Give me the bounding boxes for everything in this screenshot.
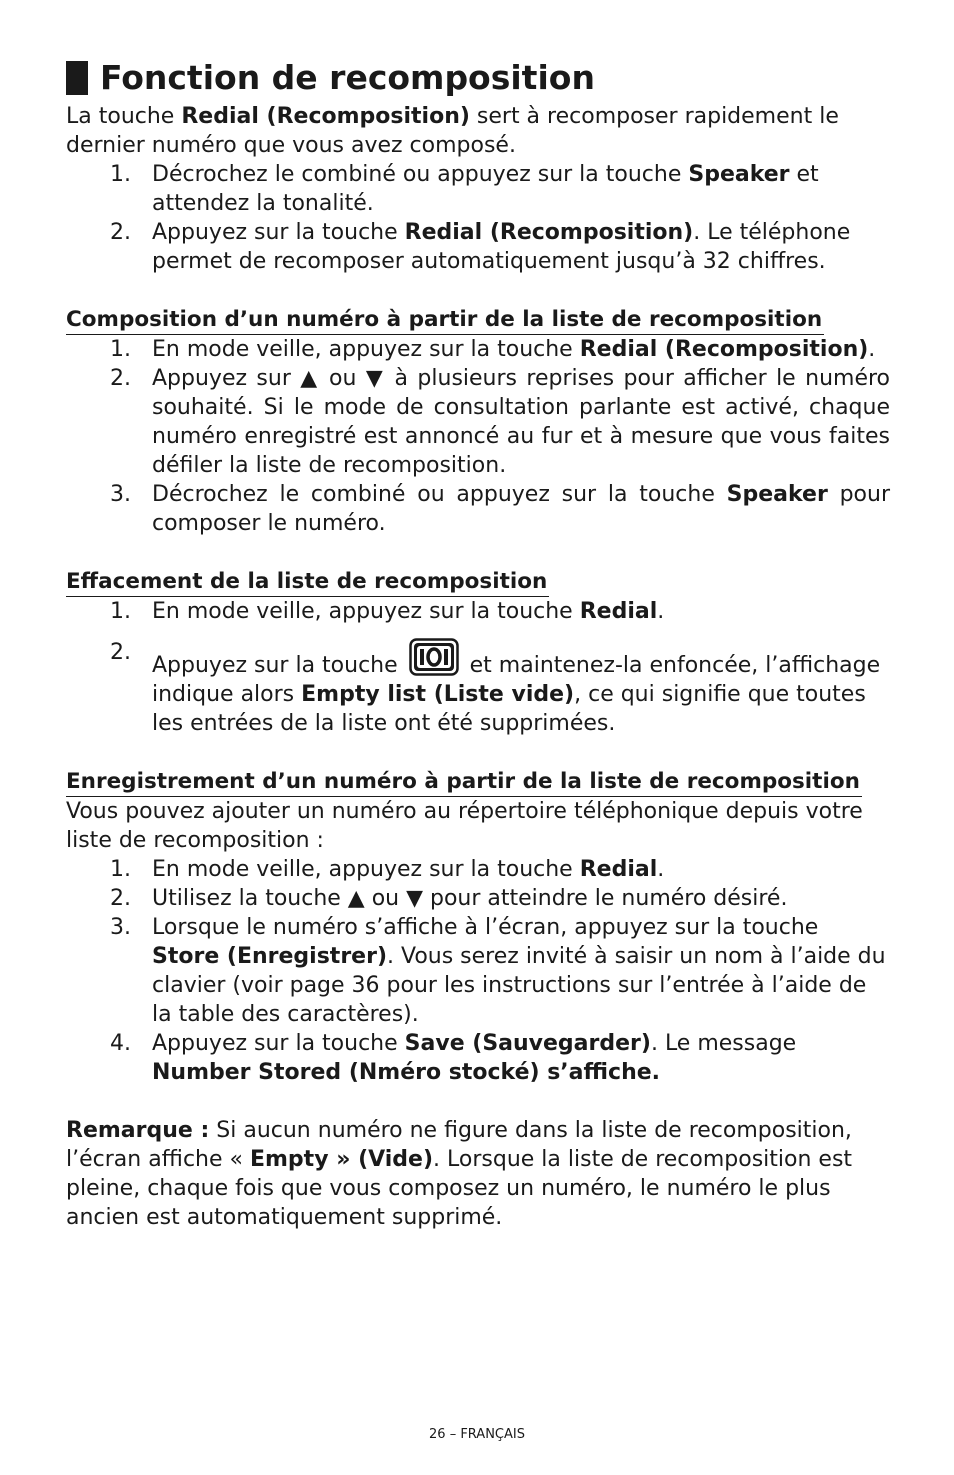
step-bold-part: Speaker bbox=[726, 482, 828, 507]
title-bar-marker bbox=[66, 61, 88, 95]
step-number: 2. bbox=[110, 220, 131, 245]
step-text-part: Décrochez le combiné ou appuyez sur la touche bbox=[152, 162, 689, 187]
intro-text-1: La touche bbox=[66, 104, 182, 129]
step-number: 2. bbox=[110, 886, 131, 911]
list-item bbox=[66, 364, 890, 480]
step-text-part: Décrochez le combiné ou appuyez sur la touche bbox=[152, 482, 727, 507]
step-text bbox=[152, 218, 890, 276]
step-number: 1. bbox=[110, 599, 131, 624]
list-item bbox=[66, 597, 890, 626]
note-label: Remarque : bbox=[66, 1118, 210, 1143]
step-text-part: . Vous serez invité à saisir un nom à l’aide du clavier (voir page 36 pour les instructions sur l’entrée à l’aide de la table des caractères). bbox=[152, 944, 886, 1027]
spacer bbox=[66, 738, 890, 767]
step-text-part: Lorsque le numéro s’affiche à l’écran, appuyez sur la touche bbox=[152, 915, 819, 940]
list-item bbox=[66, 480, 890, 538]
step-text-part: et maintenez-la enfoncée, l’affichage indique alors bbox=[152, 653, 881, 707]
page-footer: 26 – FRANÇAIS bbox=[429, 1427, 525, 1442]
list-item bbox=[66, 1029, 890, 1087]
step-number: 4. bbox=[110, 1031, 131, 1056]
step-number: 3. bbox=[110, 482, 131, 507]
note-text-2: . Lorsque la liste de recomposition est pleine, chaque fois que vous composez un numéro, le numéro le plus ancien est automatiquement supprimé. bbox=[66, 1147, 853, 1230]
list-item bbox=[66, 638, 890, 738]
step-text-part: Appuyez sur la touche bbox=[152, 1031, 405, 1056]
spacer bbox=[66, 538, 890, 567]
step-number: 1. bbox=[110, 162, 131, 187]
delete-key-icon bbox=[409, 638, 459, 676]
step-number: 1. bbox=[110, 337, 131, 362]
page-title-text: Fonction de recomposition bbox=[100, 58, 595, 97]
step-text bbox=[152, 855, 890, 884]
steps-list-2 bbox=[66, 335, 890, 538]
step-text bbox=[152, 597, 890, 626]
step-bold-part: Redial bbox=[579, 857, 658, 882]
step-text bbox=[152, 913, 890, 1029]
note-text-1: Si aucun numéro ne figure dans la liste de recomposition, l’écran affiche « bbox=[66, 1118, 852, 1172]
step-text: Utilisez la touche ▲ ou ▼ pour atteindre le numéro désiré. bbox=[152, 886, 788, 911]
intro-bold-1: Redial (Recomposition) bbox=[181, 104, 470, 129]
steps-list-4 bbox=[66, 855, 890, 1087]
step-text bbox=[152, 160, 890, 218]
steps-list-3 bbox=[66, 597, 890, 738]
step-text-part: . Le message bbox=[650, 1031, 797, 1056]
steps-list-1 bbox=[66, 160, 890, 276]
step-text: Appuyez sur ▲ ou ▼ à plusieurs reprises pour afficher le numéro souhaité. Si le mode de consultation parlante est activé, chaque numéro enregistré est annoncé au fur et à mesure que vous faites défiler la liste de recomposition. bbox=[152, 366, 890, 478]
note-bold-1: Empty » (Vide) bbox=[249, 1147, 434, 1172]
section-intro: Vous pouvez ajouter un numéro au répertoire téléphonique depuis votre liste de recomposition : bbox=[66, 799, 863, 853]
step-number: 2. bbox=[110, 366, 131, 391]
step-number: 1. bbox=[110, 857, 131, 882]
page-title bbox=[66, 58, 890, 98]
step-number: 3. bbox=[110, 915, 131, 940]
section-heading-store-from-redial: Enregistrement d’un numéro à partir de la liste de recomposition bbox=[66, 767, 862, 797]
step-text-part: et attendez la tonalité. bbox=[152, 162, 819, 216]
list-item bbox=[66, 335, 890, 364]
page-content bbox=[66, 58, 890, 1232]
step-text bbox=[152, 335, 890, 364]
section-heading-clear-redial: Effacement de la liste de recomposition bbox=[66, 567, 549, 597]
list-item bbox=[66, 884, 890, 913]
step-text-part: En mode veille, appuyez sur la touche bbox=[152, 599, 580, 624]
list-item bbox=[66, 855, 890, 884]
step-bold-part: Store (Enregistrer) bbox=[152, 944, 387, 969]
note-paragraph bbox=[66, 1116, 890, 1232]
section-heading-dial-from-redial: Composition d’un numéro à partir de la liste de recomposition bbox=[66, 305, 824, 335]
step-number: 2. bbox=[110, 640, 131, 665]
list-item bbox=[66, 218, 890, 276]
step-bold-part: Redial bbox=[579, 599, 658, 624]
intro-text-2: sert à recomposer rapidement le dernier numéro que vous avez composé. bbox=[66, 104, 839, 158]
step-bold-part: Number Stored (Nméro stocké) s’affiche. bbox=[152, 1060, 661, 1085]
step-text-part: . bbox=[657, 599, 665, 624]
step-text bbox=[152, 638, 890, 738]
step-bold-part: Speaker bbox=[688, 162, 790, 187]
step-text-part: , ce qui signifie que toutes les entrées de la liste ont été supprimées. bbox=[152, 682, 866, 736]
step-bold-part: Empty list (Liste vide) bbox=[301, 682, 575, 707]
step-text-part: . Le téléphone permet de recomposer automatiquement jusqu’à 32 chiffres. bbox=[152, 220, 851, 274]
step-text-part: Appuyez sur la touche bbox=[152, 220, 405, 245]
step-text-part: pour composer le numéro. bbox=[152, 482, 891, 536]
step-bold-part: Save (Sauvegarder) bbox=[404, 1031, 651, 1056]
step-text bbox=[152, 480, 890, 538]
step-bold-part: Redial (Recomposition) bbox=[404, 220, 694, 245]
step-text-part: Appuyez sur la touche bbox=[152, 653, 405, 678]
step-text-part: En mode veille, appuyez sur la touche bbox=[152, 857, 580, 882]
spacer bbox=[66, 276, 890, 305]
step-text-part: . bbox=[657, 857, 665, 882]
step-text-part: . bbox=[868, 337, 876, 362]
step-text bbox=[152, 1029, 890, 1087]
step-bold-part: Redial (Recomposition) bbox=[579, 337, 869, 362]
intro-paragraph bbox=[66, 102, 890, 160]
spacer bbox=[66, 1087, 890, 1116]
list-item bbox=[66, 913, 890, 1029]
step-text-part: En mode veille, appuyez sur la touche bbox=[152, 337, 580, 362]
list-item bbox=[66, 160, 890, 218]
